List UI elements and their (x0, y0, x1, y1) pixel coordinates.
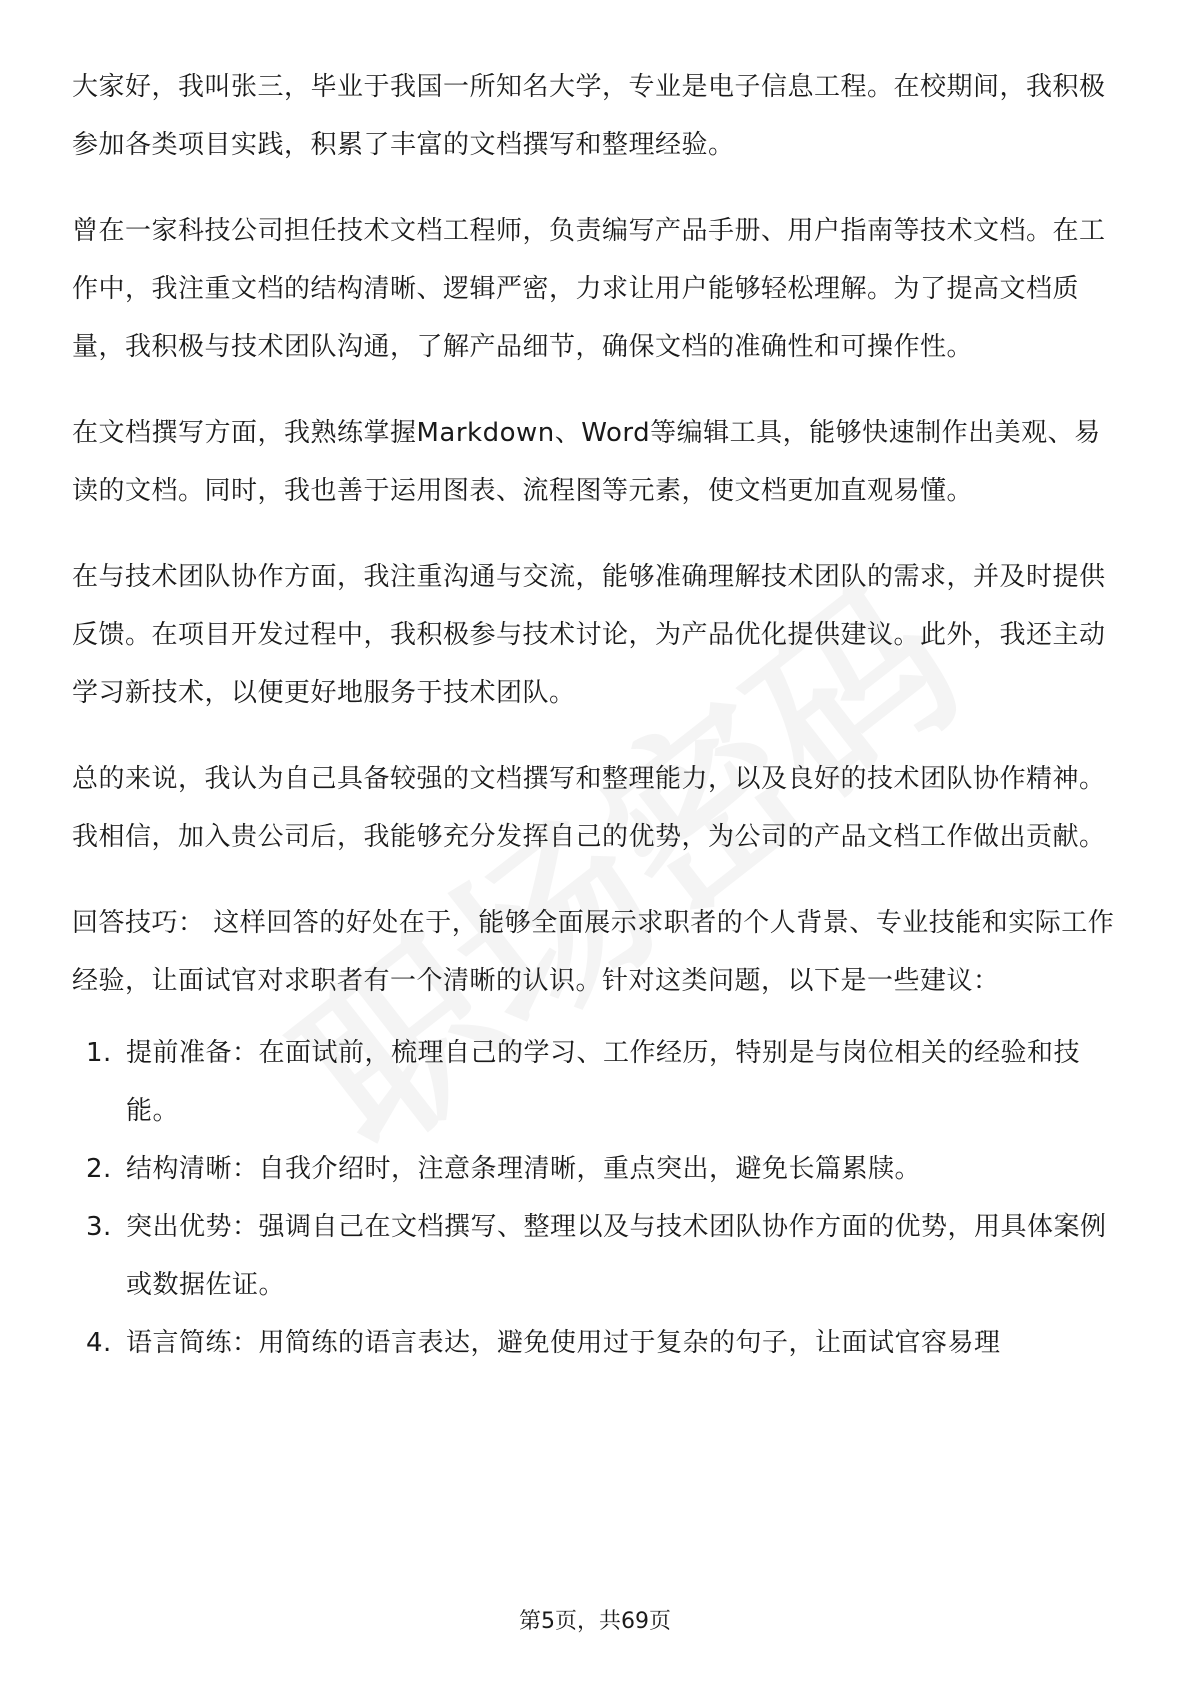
list-item-text: 结构清晰：自我介绍时，注意条理清晰，重点突出，避免长篇累牍。 (126, 1154, 922, 1184)
list-item-text: 突出优势：强调自己在文档撰写、整理以及与技术团队协作方面的优势，用具体案例或数据佐证。 (126, 1212, 1107, 1300)
list-number: 3. (86, 1212, 112, 1242)
document-body (72, 58, 1122, 1372)
list-number: 4. (86, 1328, 112, 1358)
paragraph-intro: 大家好，我叫张三，毕业于我国一所知名大学，专业是电子信息工程。在校期间，我积极参加各类项目实践，积累了丰富的文档撰写和整理经验。 (72, 72, 1106, 160)
paragraph-collaboration: 在与技术团队协作方面，我注重沟通与交流，能够准确理解技术团队的需求，并及时提供反馈。在项目开发过程中，我积极参与技术讨论，为产品优化提供建议。此外，我还主动学习新技术，以便更好地服务于技术团队。 (72, 562, 1106, 708)
list-item-text: 语言简练：用简练的语言表达，避免使用过于复杂的句子，让面试官容易理 (126, 1328, 1001, 1358)
list-item-text: 提前准备：在面试前，梳理自己的学习、工作经历，特别是与岗位相关的经验和技能。 (126, 1038, 1081, 1126)
list-item (72, 1314, 1122, 1372)
paragraph-experience: 曾在一家科技公司担任技术文档工程师，负责编写产品手册、用户指南等技术文档。在工作中，我注重文档的结构清晰、逻辑严密，力求让用户能够轻松理解。为了提高文档质量，我积极与技术团队沟通，了解产品细节，确保文档的准确性和可操作性。 (72, 216, 1106, 362)
paragraph-summary: 总的来说，我认为自己具备较强的文档撰写和整理能力，以及良好的技术团队协作精神。我相信，加入贵公司后，我能够充分发挥自己的优势，为公司的产品文档工作做出贡献。 (72, 764, 1106, 852)
page-footer (0, 1604, 1190, 1635)
list-item (72, 1024, 1122, 1140)
tips-list (72, 1024, 1122, 1372)
list-number: 1. (86, 1038, 112, 1068)
page-number: 第5页，共69页 (519, 1609, 671, 1634)
list-number: 2. (86, 1154, 112, 1184)
paragraph-tools: 在文档撰写方面，我熟练掌握Markdown、Word等编辑工具，能够快速制作出美观、易读的文档。同时，我也善于运用图表、流程图等元素，使文档更加直观易懂。 (72, 418, 1101, 506)
list-item (72, 1198, 1122, 1314)
paragraph-answer-tips: 回答技巧： 这样回答的好处在于，能够全面展示求职者的个人背景、专业技能和实际工作经验，让面试官对求职者有一个清晰的认识。针对这类问题，以下是一些建议： (72, 908, 1115, 996)
list-item (72, 1140, 1122, 1198)
